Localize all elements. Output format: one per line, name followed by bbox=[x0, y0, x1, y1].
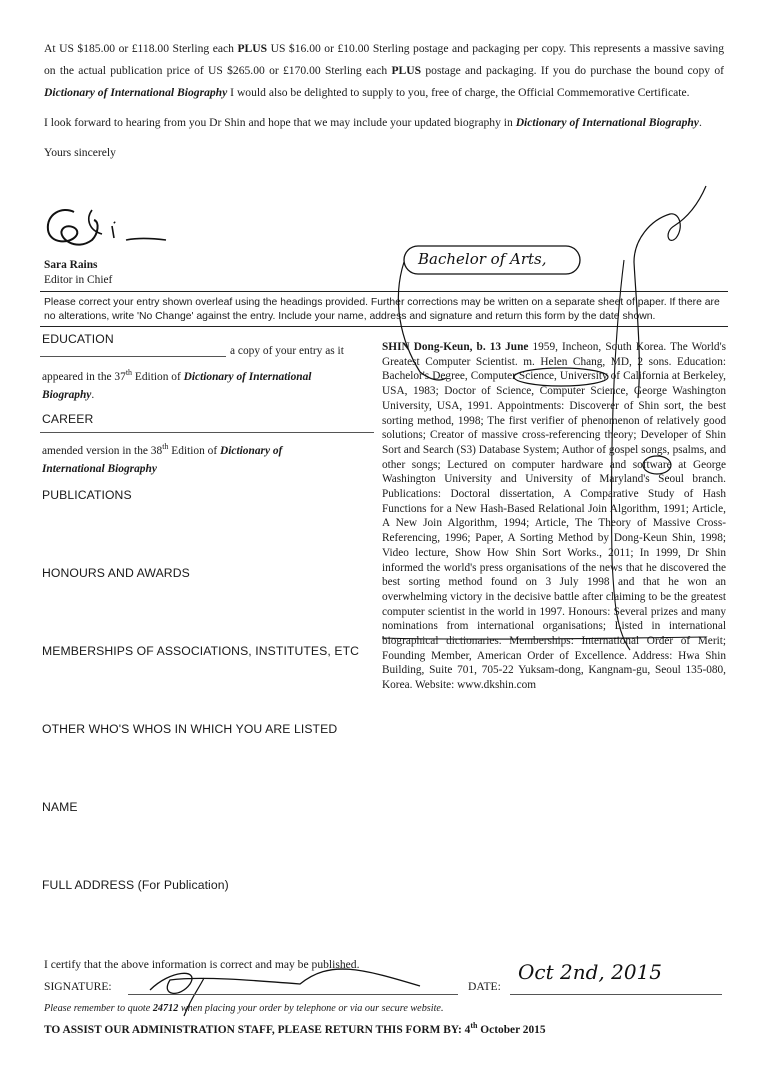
return-deadline: TO ASSIST OUR ADMINISTRATION STAFF, PLEASE RETURN THIS FORM BY: 4th October 2015 bbox=[44, 1021, 546, 1036]
left-note-line1: a copy of your entry as it bbox=[230, 345, 344, 357]
section-education: EDUCATION bbox=[42, 332, 114, 346]
strike-line-vertical bbox=[612, 260, 631, 650]
left-note-line5: International Biography bbox=[42, 463, 157, 475]
section-name: NAME bbox=[42, 800, 78, 814]
correction-arrow bbox=[398, 262, 446, 380]
correction-instructions: Please correct your entry shown overleaf using the headings provided. Further corrections may be written on a separate sheet of paper. If there are no alterations, write 'No Change' against the entry. Include your name, address and signature and return this form by the date shown. bbox=[44, 297, 720, 322]
date-label: DATE: bbox=[468, 980, 501, 993]
handwritten-date: Oct 2nd, 2015 bbox=[518, 960, 663, 984]
handwritten-correction: Bachelor of Arts, bbox=[418, 250, 547, 268]
section-memberships: MEMBERSHIPS OF ASSOCIATIONS, INSTITUTES, ETC bbox=[42, 644, 360, 658]
entry-heading: SHIN Dong-Keun, b. 13 June bbox=[382, 341, 529, 353]
strike-line-horizontal bbox=[382, 637, 706, 639]
applicant-signature bbox=[150, 969, 420, 993]
section-honours: HONOURS AND AWARDS bbox=[42, 566, 190, 580]
letter-closing: Yours sincerely bbox=[44, 146, 116, 159]
section-full-address: FULL ADDRESS (For Publication) bbox=[42, 878, 229, 892]
quote-code: 24712 bbox=[152, 1003, 179, 1014]
section-publications: PUBLICATIONS bbox=[42, 488, 132, 502]
letter-paragraph-closing: I look forward to hearing from you Dr Shin and hope that we may include your updated biography in Dictionary of International Biography. bbox=[44, 116, 702, 129]
date-line[interactable] bbox=[510, 994, 722, 995]
signature-label: SIGNATURE: bbox=[44, 980, 112, 993]
letter-paragraph-pricing: At US $185.00 or £118.00 Sterling each PLUS US $16.00 or £10.00 Sterling postage and packaging per copy. This represents a massive saving on the actual publication price of US $265.00 or £170.00 Sterling each PLUS postage and packaging. If you do purchase the bound copy of Dictionary of International Biography I would also be delighted to supply to you, free of charge, the Official Commemorative Certificate. bbox=[44, 42, 724, 99]
certify-statement: I certify that the above information is correct and may be published. bbox=[44, 958, 360, 971]
left-note-line3: Biography. bbox=[42, 389, 95, 401]
entry-body: 1959, Incheon, South Korea. The World's Greatest Computer Scientist. m. Helen Chang, MD, 2 sons. Education: Bachelor's Degree, Computer Science, University of California at Berkeley, USA, 1983; Doctor of Science, Computer Science, George Washington University, USA, 1991. Appointments: Discoverer of Shin sort, the best sorting method, 1998; The first verifier of phenomenon of relatively good solutions; Creator of massive cross-referencing theory; Developer of Shin Sort and Search (S3) Database System; Author of gospel songs, psalms, and other songs; Lectured on computer hardware and software at George Washington University and University of Maryland's Seoul branch. Publications: Doctoral dissertation, A Comparative Study of Hash Functions for a New Hash-Based Relational Join Algorithm, 1991; Article, A New Join Algorithm, 1994; Article, The Theory of Massive Cross-Referencing, 1996; Paper, A Sorting Method by Dong-Keun Shin, 1998; Video lecture, Show How Shin Sort Works., 2011; In 1999, Dr Shin informed the world's press organisations of the news that he discovered the best sorting method found on 3 July 1998 and that he won an overwhelming victory in the decisive battle after claiming to be the greatest computer scientist in the world in 1997. Honours: Several prizes and many nominations from international organisations; Listed in international biographical dictionaries. Memberships: International Order of Merit; Founding Member, American Order of Excellence. Address: Hwa Shin Building, Suite 701, 705-22 Yuksam-dong, Kangnam-gu, Seoul 135-080, Korea. Website: www.dkshin.com bbox=[382, 341, 726, 692]
bachelors-circle bbox=[514, 368, 608, 386]
margin-scribble bbox=[634, 186, 706, 398]
left-note-line4: amended version in the 38th Edition of Dictionary of bbox=[42, 442, 283, 457]
section-other-whos: OTHER WHO'S WHOS IN WHICH YOU ARE LISTED bbox=[42, 722, 338, 736]
signature-line[interactable] bbox=[128, 994, 458, 995]
signer-name: Sara Rains bbox=[44, 259, 98, 271]
signer-title: Editor in Chief bbox=[44, 274, 113, 286]
section-career: CAREER bbox=[42, 412, 94, 426]
quote-code-note: Please remember to quote 24712 when placing your order by telephone or via our secure website. bbox=[44, 1003, 444, 1014]
s3-circle bbox=[643, 456, 671, 474]
left-note-line2: appeared in the 37th Edition of Dictionary of International bbox=[42, 368, 312, 383]
